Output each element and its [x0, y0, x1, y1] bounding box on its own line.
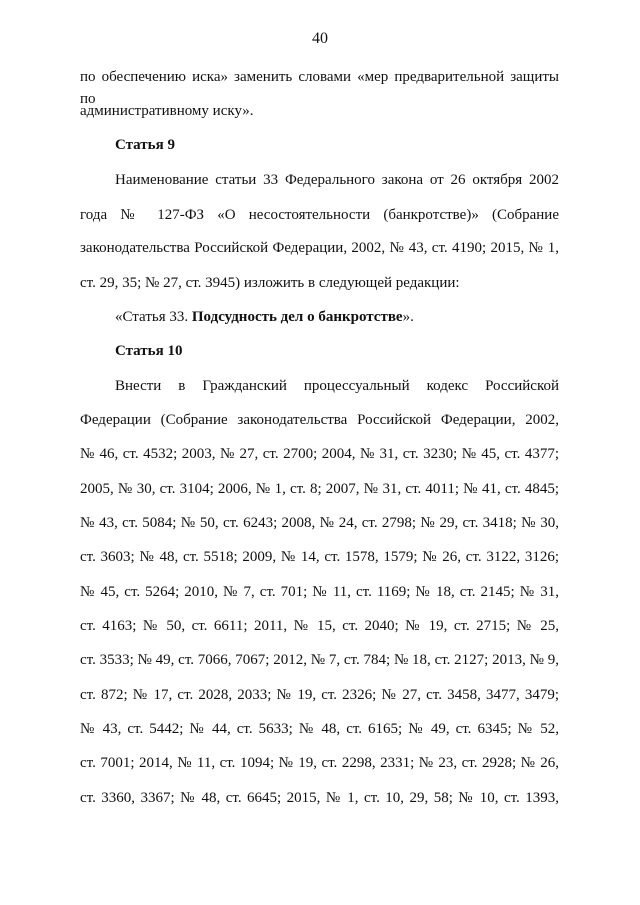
paragraph-line: законодательства Российской Федерации, 2002, № 43, ст. 4190; 2015, № 1, — [80, 240, 559, 256]
paragraph-line: № 45, ст. 5264; 2010, № 7, ст. 701; № 11, ст. 1169; № 18, ст. 2145; № 31, — [80, 584, 559, 600]
paragraph-line: ст. 3533; № 49, ст. 7066, 7067; 2012, № 7, ст. 784; № 18, ст. 2127; 2013, № 9, — [80, 652, 559, 668]
paragraph-line: Внести в Гражданский процессуальный кодекс Российской — [115, 378, 559, 394]
quote-prefix: «Статья 33. — [115, 309, 192, 325]
paragraph-line: ст. 872; № 17, ст. 2028, 2033; № 19, ст. 2326; № 27, ст. 3458, 3477, 3479; — [80, 687, 559, 703]
paragraph-line: по обеспечению иска» заменить словами «мер предварительной защиты по — [80, 69, 559, 107]
paragraph-line: ст. 3603; № 48, ст. 5518; 2009, № 14, ст. 1578, 1579; № 26, ст. 3122, 3126; — [80, 549, 559, 565]
paragraph-line: ст. 29, 35; № 27, ст. 3945) изложить в следующей редакции: — [80, 275, 460, 291]
paragraph-line: № 46, ст. 4532; 2003, № 27, ст. 2700; 2004, № 31, ст. 3230; № 45, ст. 4377; — [80, 446, 559, 462]
paragraph-line: ст. 3360, 3367; № 48, ст. 6645; 2015, № 1, ст. 10, 29, 58; № 10, ст. 1393, — [80, 790, 559, 806]
paragraph-line: Федерации (Собрание законодательства Российской Федерации, 2002, — [80, 412, 559, 428]
paragraph-line: ст. 4163; № 50, ст. 6611; 2011, № 15, ст. 2040; № 19, ст. 2715; № 25, — [80, 618, 559, 634]
paragraph-line: № 43, ст. 5442; № 44, ст. 5633; № 48, ст. 6165; № 49, ст. 6345; № 52, — [80, 721, 559, 737]
paragraph-line: ст. 7001; 2014, № 11, ст. 1094; № 19, ст. 2298, 2331; № 23, ст. 2928; № 26, — [80, 755, 559, 771]
quoted-article-title — [115, 306, 559, 328]
paragraph-line: 2005, № 30, ст. 3104; 2006, № 1, ст. 8; 2007, № 31, ст. 4011; № 41, ст. 4845; — [80, 481, 559, 497]
page-number: 40 — [312, 30, 328, 47]
paragraph-line: № 43, ст. 5084; № 50, ст. 6243; 2008, № 24, ст. 2798; № 29, ст. 3418; № 30, — [80, 515, 559, 531]
paragraph-line: административному иску». — [80, 103, 254, 119]
article-9-heading: Статья 9 — [115, 137, 175, 153]
quote-suffix: ». — [402, 309, 414, 325]
quote-title: Подсудность дел о банкротстве — [191, 309, 403, 325]
paragraph-line: года № 127-ФЗ «О несостоятельности (банкротстве)» (Собрание — [80, 207, 559, 223]
article-10-heading: Статья 10 — [115, 343, 183, 359]
paragraph-line: Наименование статьи 33 Федерального закона от 26 октября 2002 — [115, 172, 559, 188]
